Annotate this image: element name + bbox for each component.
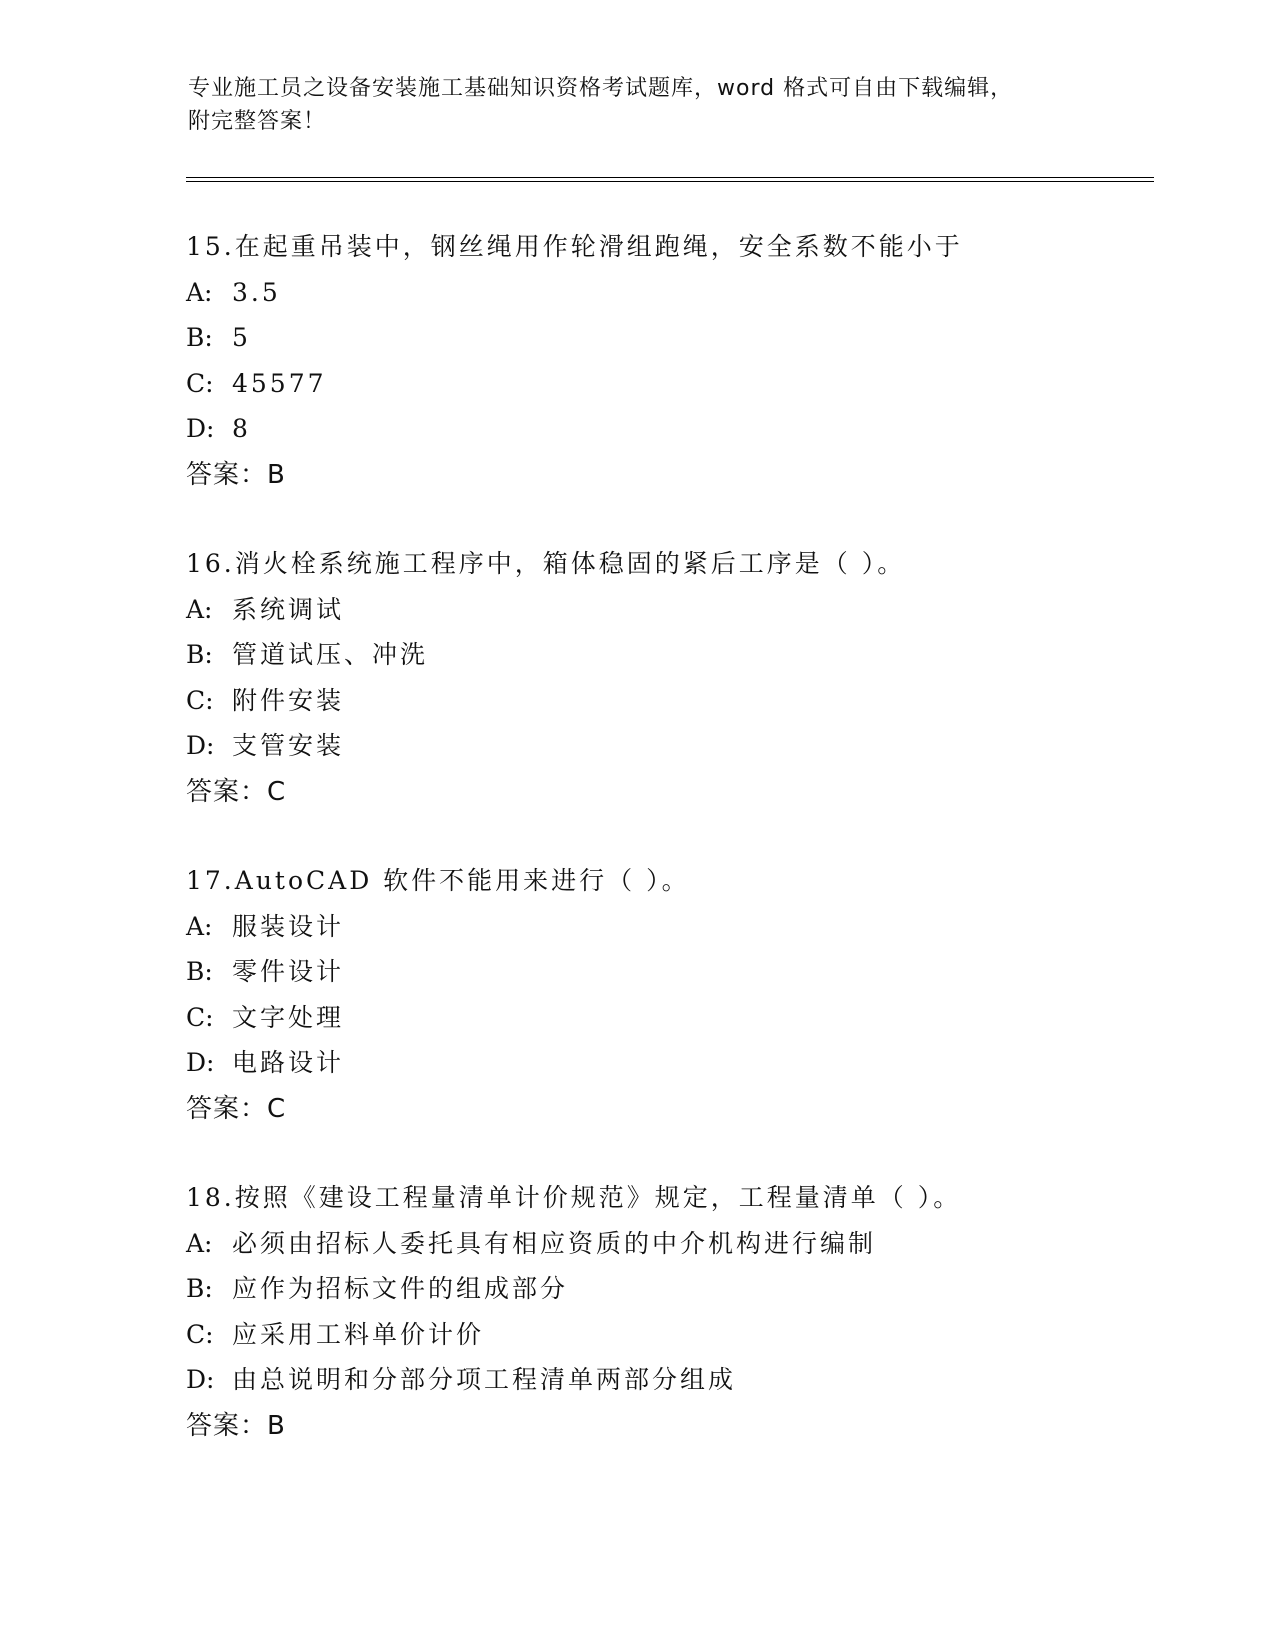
option-key: D: (186, 731, 215, 760)
option-text: 系统调试 (232, 594, 345, 624)
header-line-2: 附完整答案！ (188, 109, 327, 134)
option-d (186, 1365, 1146, 1411)
question-stem: 15.在起重吊装中，钢丝绳用作轮滑组跑绳，安全系数不能小于 (186, 232, 963, 261)
option-text: 应采用工料单价计价 (232, 1319, 485, 1349)
option-b (186, 957, 1146, 1003)
option-key: C: (186, 368, 214, 398)
question-stem: 18.按照《建设工程量清单计价规范》规定，工程量清单（ ）。 (186, 1183, 962, 1212)
option-key: D: (186, 414, 215, 443)
question-18 (186, 1183, 1146, 1456)
option-d (186, 731, 1146, 777)
option-text: 由总说明和分部分项工程清单两部分组成 (232, 1365, 737, 1394)
option-text: 文字处理 (232, 1002, 345, 1032)
option-key: A: (186, 594, 213, 624)
option-text: 5 (232, 323, 251, 352)
document-header (188, 72, 1068, 138)
option-key: A: (186, 277, 213, 307)
option-key: B: (186, 957, 213, 986)
option-a (186, 1229, 1146, 1275)
option-key: B: (186, 1274, 213, 1303)
option-text: 服装设计 (232, 911, 345, 941)
option-a (186, 912, 1146, 958)
question-16 (186, 549, 1146, 822)
option-a (186, 278, 1146, 324)
option-text: 45577 (232, 368, 327, 398)
answer-line: 答案：B (186, 459, 286, 490)
option-text: 3.5 (232, 277, 281, 307)
option-c (186, 1320, 1146, 1366)
option-c (186, 686, 1146, 732)
option-b (186, 640, 1146, 686)
option-text: 支管安装 (232, 731, 345, 760)
option-key: D: (186, 1048, 215, 1077)
option-key: A: (186, 911, 213, 941)
option-d (186, 1048, 1146, 1094)
question-stem: 17.AutoCAD 软件不能用来进行（ ）。 (186, 866, 690, 895)
option-key: B: (186, 640, 213, 669)
question-15 (186, 232, 1146, 505)
option-text: 应作为招标文件的组成部分 (232, 1274, 569, 1303)
header-line-1: 专业施工员之设备安装施工基础知识资格考试题库，word 格式可自由下载编辑， (188, 76, 1014, 101)
option-text: 管道试压、冲洗 (232, 640, 429, 669)
answer-line: 答案：C (186, 776, 287, 807)
option-key: C: (186, 685, 214, 715)
answer-line: 答案：B (186, 1410, 286, 1441)
option-text: 附件安装 (232, 685, 345, 715)
option-a (186, 595, 1146, 641)
option-key: C: (186, 1002, 214, 1032)
option-d (186, 414, 1146, 460)
option-text: 电路设计 (232, 1048, 345, 1077)
option-c (186, 1003, 1146, 1049)
option-text: 零件设计 (232, 957, 345, 986)
option-b (186, 323, 1146, 369)
option-b (186, 1274, 1146, 1320)
option-key: A: (186, 1228, 213, 1258)
option-c (186, 369, 1146, 415)
header-divider-bottom (186, 181, 1154, 182)
option-key: C: (186, 1319, 214, 1349)
option-key: D: (186, 1365, 215, 1394)
option-key: B: (186, 323, 213, 352)
question-stem: 16.消火栓系统施工程序中，箱体稳固的紧后工序是（ ）。 (186, 549, 906, 578)
header-divider-top (186, 177, 1154, 178)
option-text: 8 (232, 414, 251, 443)
question-17 (186, 866, 1146, 1139)
answer-line: 答案：C (186, 1093, 287, 1124)
option-text: 必须由招标人委托具有相应资质的中介机构进行编制 (232, 1228, 877, 1258)
